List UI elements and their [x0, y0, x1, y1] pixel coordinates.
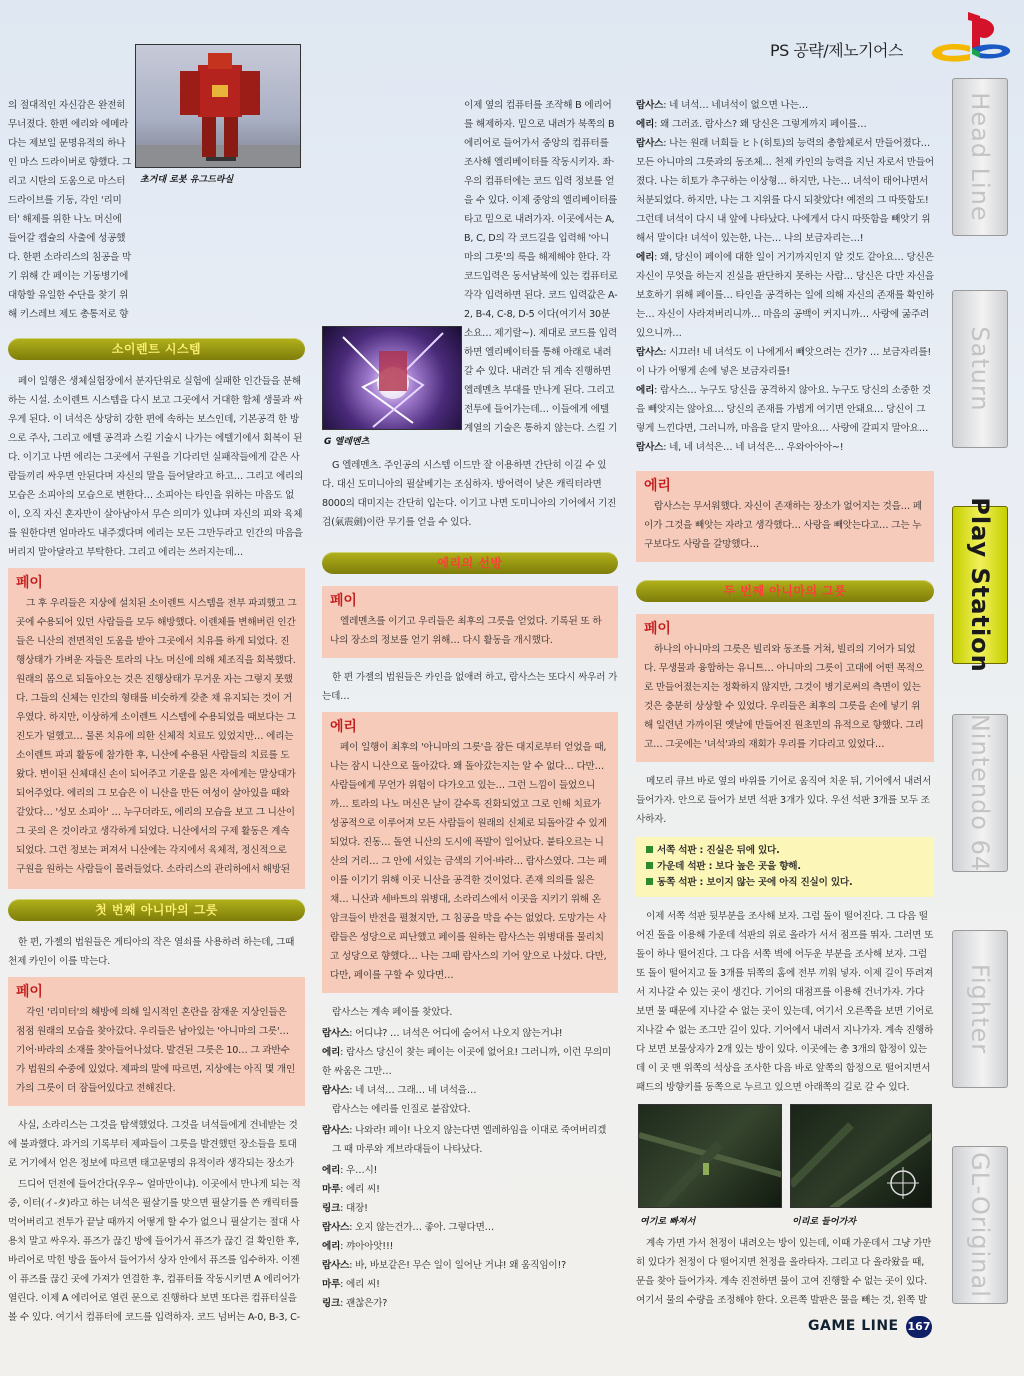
- ceiling-paragraph: 계속 가면 가서 천정이 내려오는 방이 있는데, 이때 가운데서 그냥 가만히 있다가 천정이 다 떨어지면 천정을 올라타자. 그리고 다 올라왔을 때, 문을 찾아 들어가자. 계속 진전하면 물이 고여 진행할 수 없는 곳이 있다. 여기서 물의 수량을 조정해야 한다. 오른쪽 발판은 물을 빼는 것, 왼쪽 발: [636, 1238, 932, 1306]
- eri-box-1: [322, 712, 618, 993]
- dialogue-block-3: [322, 1161, 618, 1313]
- tab-gl-original[interactable]: GL-Original: [952, 1146, 1008, 1304]
- eri-box-2-text: 람사스는 무서워했다. 자신이 존재하는 장소가 없어지는 것을… 페이가 그것을 빼앗는 자라고 생각했다… 사랑을 빼앗는다고… 그는 누구보다도 사랑을 갈망했다…: [644, 501, 922, 550]
- fei-box-3-text: 엘레멘츠를 이기고 우리들은 최후의 그릇을 얻었다. 기록된 또 하나의 장소의 정보를 얻기 위해… 다시 활동을 개시했다.: [330, 616, 602, 646]
- dialogue-line: 에리: 우…시!: [322, 1165, 378, 1176]
- dialogue-line: 람사스: 네, 네 녀석은… 네 녀석은… 우와아아아~!: [636, 442, 844, 453]
- dialogue-line: 에리: 람사스… 누구도 당신을 공격하지 않아요. 누구도 당신의 소중한 것을 빼앗지는 않아요… 당신의 존재를 가볍게 여기면 안돼요… 당신이 그렇게 느낀다면, 그러니까, 마음을 닫지 말아요… 사랑에 갈피지 말아요…: [636, 385, 931, 434]
- fei-box-1: [8, 568, 305, 889]
- dialogue-line: 에리: 왜 그러죠. 람사스? 왜 당신은 그렇게까지 페이를…: [636, 119, 867, 130]
- memory-cube-paragraph: 메모리 큐브 바로 옆의 바위를 기어로 움직여 치운 뒤, 기어에서 내려서 들어가자. 안으로 들어가 보면 석판 3개가 있다. 우선 석판 3개를 모두 조사하자.: [636, 776, 932, 825]
- hint-line-east: 동쪽 석판 : 보이지 않는 곳에 아직 진실이 있다.: [646, 875, 924, 891]
- dialogue-line: 람사스: 바, 바보같은! 무슨 일이 일어난 거냐! 왜 움직임이!?: [322, 1260, 566, 1271]
- dungeon-paragraph: 드디어 던전에 들어간다(우우~ 얼마만이냐). 이곳에서 만나게 되는 적 중, 이터(イ-タ)라고 하는 녀석은 필살기를 맞으면 필살기를 쓴 캐릭터를 먹어버리고 전투가 끝날 때까지 어떻게 할 수가 없으니 필살기는 절대 사용치 말고 싸우자. 퓨즈가 끊긴 방에 들어가서 퓨즈가 끊긴 걸 확인한 후, 바리어로 막힌 방을 돌아서 들어가서 상자 안에서 퓨즈를 입수하자. 이젠 이 퓨즈를 끊긴 곳에 가져가 연결한 후, 컴퓨터를 작동시키면 A 에리어가 열린다. 이제 A 에리어로 열린 문으로 진행하다 보면 또다른 컴퓨터실을 볼 수 있다. 여기서 컴퓨터에 코드를 입력하자. 코드 넘버는 A-0, B-3, C-: [8, 1179, 301, 1323]
- tab-nintendo-64[interactable]: Nintendo 64: [952, 714, 1008, 872]
- bullet-square-icon: [646, 878, 653, 885]
- section-title-first-anima: 첫 번째 아니마의 그릇: [8, 899, 305, 921]
- section-header: PS 공략/제노기어스: [770, 41, 903, 60]
- tab-head-line[interactable]: Head Line: [952, 78, 1008, 236]
- column-middle-lower: [322, 456, 618, 1313]
- dialogue-line: 람사스: 나는 원래 너희들 ヒト(히토)의 능력의 총합체로서 만들어졌다… 모든 아니마의 그릇과의 동조체… 천제 카인의 능력을 지닌 자로서 만들어졌다. 나는 히토가 추구하는 이상형… 하지만, 나는… 녀석이 태어나면서 처분되었다. 하지만, 나는 그 지위를 다시 되찾았다! 예전의 그 따뜻함도! 그런데 녀석이 다시 내 앞에 나타났다. 나에게서 다시 따뜻함을 빼앗기 위해서 말이다! 녀석이 있는한, 나는… 나의 보금자리는…!: [636, 138, 934, 244]
- dialogue-line: 마루: 에리 씨!: [322, 1279, 380, 1290]
- bullet-square-icon: [646, 862, 653, 869]
- elements-caption: G 엘레멘츠: [324, 437, 370, 447]
- magazine-name: GAME LINE: [808, 1318, 899, 1334]
- hint-line-center: 가운데 석판 : 보다 높은 곳을 향해.: [646, 859, 924, 875]
- dialogue-line: 람사스: 나와라! 페이! 나오지 않는다면 엘레하임을 이대로 죽여버리겠: [322, 1125, 607, 1136]
- page-number: 167: [906, 1316, 932, 1338]
- robot-caption: 초거대 로봇 유그드라실: [140, 175, 234, 185]
- column-right-bottom: [636, 1234, 934, 1314]
- fei-box-4-title: 페이: [644, 621, 671, 637]
- puzzle-paragraph: 이제 서쪽 석판 뒷부분을 조사해 보자. 그럼 돌이 떨어진다. 그 다음 떨어진 돌을 이용해 가운데 석판의 위로 올라가 서서 점프를 뛰자. 그러면 또 돌이 하나 떨어진다. 그 다음 서쪽 벽에 어두운 부분을 조사해 보자. 그럼 또 돌이 떨어지고 돌 3개를 뒤쪽의 홈에 전부 끼워 넣자. 이제 길이 뚜려져서 지나갈 수 있는 곳이 생긴다. 기어의 대점프를 이용해 건너가자. 가다 보면 물 때문에 지나갈 수 없는 곳이 있는데, 여기서 오른쪽을 보면 기어로 지나갈 수 없는 조그만 길이 있다. 기어에서 내려서 지나가자. 계속 진행하다 보면 보물상자가 2개 있는 방이 있다. 이곳에는 총 3개의 함정이 있는데 이 곳 맨 위쪽의 석상을 조사한 다음 바로 앞쪽의 함정으로 떨어지면서 패드의 방향키를 동쪽으로 누르고 있으면 아래쪽의 길로 갈 수 있다.: [636, 911, 934, 1093]
- eri-box-2: [636, 471, 934, 562]
- fei-box-2: [8, 977, 305, 1106]
- dialogue-line: 람사스: 시끄러! 네 녀석도 이 나에게서 빼앗으려는 건가? … 보금자리를! 이 나가 어떻게 손에 넣은 보금자리를!: [636, 347, 932, 377]
- section-title-second-anima: 두 번째 아니마의 그릇: [636, 580, 934, 602]
- g-elements-paragraph: G 엘레멘츠. 주인공의 시스템 이드만 잘 이용하면 간단히 이길 수 있다. 대신 도미니아의 필살베기는 조심하자. 방어력이 낮은 캐릭터라면 8000의 대미지는 간단히 입는다. 이기고 나면 도미니아의 기어에서 기진검(氣震劍)이란 무기를 얻을 수 있다.: [322, 460, 617, 528]
- side-navigation: [952, 78, 1008, 1338]
- dialogue-line: 링크: 괜찮은가?: [322, 1298, 388, 1309]
- search-paragraph: 사실, 소라리스는 그것을 탐색했었다. 그것을 녀석들에게 건네받는 것에 불과했다. 과거의 기록부터 제파들이 그릇을 발견했던 장소들을 토대로 거기에서 얻은 정보에 따르면 태고문명의 유적이라 생각되는 장소가: [8, 1120, 298, 1169]
- dialogue-line: 링크: 대장!: [322, 1203, 368, 1214]
- soylent-paragraph: 페이 일행은 생체실험장에서 분자단위로 실험에 실패한 인간들을 분해하는 시설. 소이렌트 시스템을 다시 보고 그곳에서 거대한 합체 생물과 싸우게 된다. 이 녀석은 상당히 강한 편에 속하는 보스인데, 기본공격 한 방으로 주사, 그리고 에텔 공격과 스킬 기술시 나가는 에텔기에서 회복이 된다. 이기고 나면 에리는 그곳에서 구원을 기다리던 실패작들에게 같은 사람들끼리 싸우면 안된다며 자신의 말을 들어달라고 하고… 그리고 에리의 모습은 소피아의 모습으로 변한다… 소피아는 타인을 위하는 마음도 없이, 오직 자신 혼자만이 살아남아서 무슨 의미가 있냐며 자신의 피와 육체를 원한다면 얼마라도 내주겠다며 에리는 모든 그만두라고 인간의 마음을 버리지 말아달라고 부탁한다. 그리고 에리는 쓰러지는데…: [8, 376, 304, 558]
- dungeon-shot-left: [638, 1104, 782, 1208]
- hint-line-west: 서쪽 석판 : 진실은 뒤에 있다.: [646, 843, 924, 859]
- column-right: [636, 96, 934, 1099]
- dialogue-line: 마루: 에리 씨!: [322, 1184, 380, 1195]
- gazel-paragraph: 한 편 가젤의 법원들은 카인을 없애려 하고, 람사스는 또다시 싸우러 가는데…: [322, 672, 618, 702]
- tab-saturn[interactable]: Saturn: [952, 290, 1008, 448]
- right-shot-caption: 이리로 들어가자: [792, 1217, 856, 1227]
- fei-box-4: [636, 614, 934, 762]
- code-paragraph: 이제 옆의 컴퓨터를 조작해 B 에리어를 해제하자. 밑으로 내려가 북쪽의 B 에리어로 들어가서 중앙의 컴퓨터를 조사해 엘리베이터를 작동시키자. 좌·우의 컴퓨터에는 코드 입력 정보를 얻을 수 있다. 이제 중앙의 엘리베이터를 타고 밑으로 내려가자. 이곳에서는 A, B, C, D의 각 코드길을 입력해 '아니마의 그릇'의 룩을 해제해야 한다. 각 코드입력은 동서남북에 있는 컴퓨터로 각각 입력하면 된다. 코드 입력값은 A-2, B-4, C-8, D-5 이다(여기서 30분 소요… 제기랄~). 제대로 코드를 입력하면 엘리베이터를 통해 아래로 내려갈 수 있다. 내려간 뒤 계속 진행하면 엘레멘츠 부대를 만나게 된다. 그리고 전투에 들어가는데… 이들에게 에텔 계열의 기술은 통하지 않는다. 스킬 기: [464, 100, 618, 434]
- hostage-paragraph: 람사스는 에리를 인질로 붙잡았다.: [332, 1104, 471, 1115]
- dialogue-line: 에리: 왜, 당신이 페이에 대한 일이 거기까지인지 알 것도 같아요… 당신은 자신이 무엇을 하는지 진실을 판단하지 못하는 사람… 당신은 다만 자신을 보호하기 위해 페이를… 타인을 공격하는 일에 의해 자신의 존재를 확인하는… 자신이 사라져버리니까… 마음의 공백이 커지니까… 사랑에 굶주려 있으니까…: [636, 252, 934, 339]
- fei-box-3-title: 페이: [330, 593, 357, 609]
- tab-play-station[interactable]: Play Station: [952, 506, 1008, 664]
- fei-box-4-text: 하나의 아니마의 그릇은 빌리와 동조를 거쳐, 빌리의 기어가 되었다. 무생물과 융합하는 유니트… 아니마의 그릇이 고대에 어떤 목적으로 만들어졌는지는 정확하지 않지만, 그것이 병기로써의 측면이 있는 것은 충분히 상상할 수 있었다. 우리들은 최후의 그릇을 손에 넣기 위해 일련년 가까이된 옛날에 만들어진 원초민의 유적으로 향했다. 그리고… 그곳에는 '녀석'과의 재회가 우리를 기다리고 있었다…: [644, 644, 924, 750]
- dialogue-block-2: [322, 1121, 618, 1140]
- dungeon-shot-right: [790, 1104, 932, 1208]
- fei-box-1-text: 그 후 우리들은 지상에 설치된 소이렌트 시스템을 전부 파괴했고 그곳에 수용되어 있던 사람들을 모두 해방했다. 이렌체를 변해버린 인간들은 니산의 전면적인 도움을 받아 그곳에서 치유를 하게 되었다. 진행상태가 가벼운 자들은 토라의 나노 머신에 의해 체조직을 회복했다. 원래의 몸으로 되돌아오는 것은 진행상태가 무거운 자는 그렇지 못했다. 그들의 신체는 인간의 형태를 비슷하게 갖춘 채 유지되는 것이 거우였다. 하지만, 이상하게 소이렌트 시스템에 수용되었을 때보다는 그 진도가 덜했고… 물론 치유에 의한 신체적 치료도 있었지만… 에리는 소이렌트 파괴 활동에 참가한 후, 니산에 수용된 사람들의 치료를 도왔다. 변이된 신체대신 손이 되어주고 기운을 잃은 자에게는 말상대가 되어주었다. 에리의 그 모습은 이 니산을 만든 여성이 살아있을 때와 같았다… '성모 소피아' … 누구더라도, 에리의 모습을 보고 그 니산이 그 곳의 은 것이라고 생각하게 되었다. 니산에서의 구제 활동은 계속되었다. 그런 정보는 퍼져서 니산에는 각지에서 육체적, 정신적으로 구원을 원하는 사람들이 몰려들었다. 소라리스의 관리하에서 해방된: [16, 598, 297, 875]
- stone-tablet-hints: [636, 837, 934, 897]
- dialogue-line: 람사스: 오지 않는건가… 좋아. 그렇다면…: [322, 1222, 495, 1233]
- dialogue-block-right: [636, 96, 934, 457]
- maru-arrives-paragraph: 그 때 마루와 게브라대들이 나타났다.: [332, 1144, 483, 1155]
- left-shot-caption: 여기로 빠져서: [640, 1217, 696, 1227]
- tab-fighter[interactable]: Fighter: [952, 930, 1008, 1088]
- ramsus-search-paragraph: 람사스는 계속 페이를 찾았다.: [332, 1007, 453, 1018]
- eri-box-1-title: 에리: [330, 719, 357, 735]
- dialogue-line: 에리: 람사스 당신이 찾는 페이는 이곳에 없어요! 그러니까, 이런 무의미한 싸움은 그만…: [322, 1047, 612, 1077]
- eri-box-1-text: 페이 일행이 최후의 '아니마의 그릇'을 잠든 대지로부터 얻었을 때, 나는 잠시 니산으로 돌아갔다. 왜 돌아갔는지는 알 수 없다… 다만… 사람들에게 무언가 위험이 다가오고 있는… 그런 느낌이 들었으니까… 토라의 나노 머신은 날이 갈수록 진화되었고 그로 인해 치료가 성공적으로 이루어져 모든 사람들이 원래의 신체로 되돌아갈 수 있게 되었다. 진동… 돌연 니산의 도시에 폭발이 일어났다. 붙타오르는 니산의 거리… 그 안에 서있는 금색의 기어·바라… 람사스였다. 그는 페이를 이기기 위해 이곳 니산을 공격한 것이었다. 존재 의의를 잃은 채… 니산과 세바트의 위병대, 소라리스에서 이곳을 지키기 위해 온 암크들이 반전을 펼쳤지만, 그 침공을 막을 수는 없었다. 도망가는 사람들은 성당으로 피난했고 페이를 원하는 람사스는 위병대를 물리치고 성당으로 향했다… 나는 그때 람사스의 기어 앞으로 나섰다. 다만, 다만, 페이를 구할 수 있다면…: [330, 742, 607, 981]
- intro-paragraph-flow: 의 절대적인 자신감은 완전히 무너졌다. 한편 에리와 에메라다는 제보일 문명유적의 하나인 마스 드라이버로 향했다. 그리고 시탄의 도움으로 마스터 드라이브를 기동, 각인 '리미터' 해제를 위한 나노 머신에 들어갈 캡슐의 사출에 성공했다. 한편 소라리스의 침공을 막기 위해 간 페이는 기동병기에 대항할 유일한 수단을 찾기 위해 키스레브 제도 총통저로 향: [8, 100, 132, 320]
- column-left-content: [8, 338, 305, 1331]
- fei-box-1-title: 페이: [16, 575, 43, 591]
- playstation-logo-icon: [928, 8, 1014, 68]
- dialogue-line: 람사스: 어디냐? … 녀석은 어디에 숨어서 나오지 않는거냐!: [322, 1028, 563, 1039]
- fei-box-2-title: 페이: [16, 984, 43, 1000]
- section-title-soylent: 소이렌트 시스템: [8, 338, 305, 360]
- fei-box-2-text: 각인 '리미터'의 해방에 의해 일시적인 혼란을 잠재운 지상인들은 점점 원래의 모습을 찾아갔다. 우리들은 남아있는 '아니마의 그릇'… 기어·바라의 소재를 찾아들어나섰다. 발견된 그릇은 10… 그 과반수가 법원의 수중에 있었다. 제파의 말에 따르면, 지상에는 아직 몇 개인가의 그릇이 더 잠들어있다고 전해진다.: [16, 1007, 296, 1094]
- bullet-square-icon: [646, 846, 653, 853]
- eri-box-2-title: 에리: [644, 478, 671, 494]
- fei-box-3: [322, 586, 618, 658]
- dialogue-line: 에리: 꺄아아앗!!!: [322, 1241, 394, 1252]
- elements-screenshot: [322, 326, 462, 430]
- dialogue-line: 람사스: 네 녀석… 네녀석이 없으면 나는…: [636, 100, 809, 111]
- column-left-top: [8, 96, 305, 326]
- dialogue-block-1: [322, 1024, 618, 1100]
- section-title-eri: 에리의 선방: [322, 552, 618, 574]
- dialogue-line: 람사스: 네 녀석… 그래… 네 녀석을…: [322, 1085, 477, 1096]
- first-anima-paragraph: 한 편, 가젤의 법원들은 게티아의 작은 열쇠를 사용하려 하는데, 그때 천제 카인이 이를 막는다.: [8, 937, 295, 967]
